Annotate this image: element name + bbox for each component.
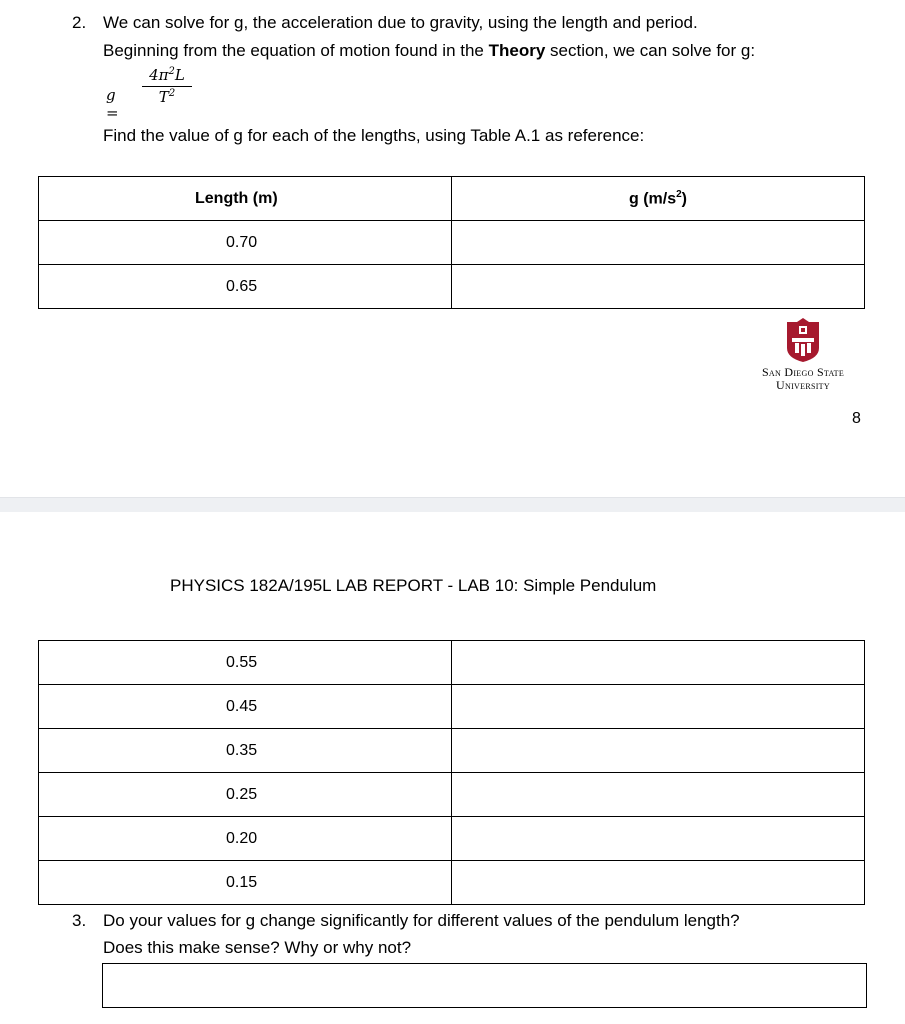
length-cell: 0.45 xyxy=(39,685,452,729)
length-cell: 0.35 xyxy=(39,729,452,773)
header-length: Length (m) xyxy=(39,177,452,221)
table-row xyxy=(39,861,865,905)
length-cell: 0.25 xyxy=(39,773,452,817)
g-value-input[interactable] xyxy=(452,773,865,817)
sdsu-logo xyxy=(745,318,861,392)
length-cell: 0.65 xyxy=(39,265,452,309)
g-value-input[interactable] xyxy=(452,817,865,861)
table-row xyxy=(39,685,865,729)
table-header-row xyxy=(39,177,865,221)
g-value-input[interactable] xyxy=(452,221,865,265)
question-2-instruction: Find the value of g for each of the lengths, using Table A.1 as reference: xyxy=(103,126,645,145)
g-value-input[interactable] xyxy=(452,861,865,905)
g-table-top xyxy=(38,176,865,309)
g-value-input[interactable] xyxy=(452,685,865,729)
sdsu-wordmark: San Diego State University xyxy=(761,365,845,392)
length-cell: 0.55 xyxy=(39,641,452,685)
length-cell: 0.15 xyxy=(39,861,452,905)
g-value-input[interactable] xyxy=(452,265,865,309)
sdsu-shield-icon xyxy=(785,318,821,362)
table-row xyxy=(39,641,865,685)
length-cell: 0.20 xyxy=(39,817,452,861)
question-3-line-1: Do your values for g change significantly for different values of the pendulum length? xyxy=(103,911,740,930)
formula-lhs: g = xyxy=(106,86,119,122)
length-cell: 0.70 xyxy=(39,221,452,265)
g-value-input[interactable] xyxy=(452,641,865,685)
table-row xyxy=(39,817,865,861)
g-value-input[interactable] xyxy=(452,729,865,773)
table-row xyxy=(39,265,865,309)
formula-fraction xyxy=(142,66,192,106)
page-separator xyxy=(0,497,905,513)
question-3-answer-box[interactable] xyxy=(102,963,867,1008)
question-2-line-2: Beginning from the equation of motion found in the Theory section, we can solve for g: xyxy=(103,41,756,60)
page-8 xyxy=(0,0,905,497)
question-3-number: 3. xyxy=(72,911,87,930)
table-row xyxy=(39,773,865,817)
question-2-number: 2. xyxy=(72,13,87,32)
header-g: g $(m/s^2)$ xyxy=(452,177,865,221)
g-table-continued xyxy=(38,640,865,905)
theory-bold: Theory xyxy=(488,41,546,60)
table-row xyxy=(39,729,865,773)
report-header: PHYSICS 182A/195L LAB REPORT - LAB 10: Simple Pendulum xyxy=(170,576,657,595)
table-row xyxy=(39,221,865,265)
question-2-line-1: We can solve for g, the acceleration due to gravity, using the length and period. xyxy=(103,13,698,32)
formula-numerator: $4\pi^2L$ xyxy=(142,66,192,87)
formula-denominator: $T^2$ xyxy=(158,88,176,106)
question-3-line-2: Does this make sense? Why or why not? xyxy=(103,938,412,957)
page-number: 8 xyxy=(852,410,861,427)
